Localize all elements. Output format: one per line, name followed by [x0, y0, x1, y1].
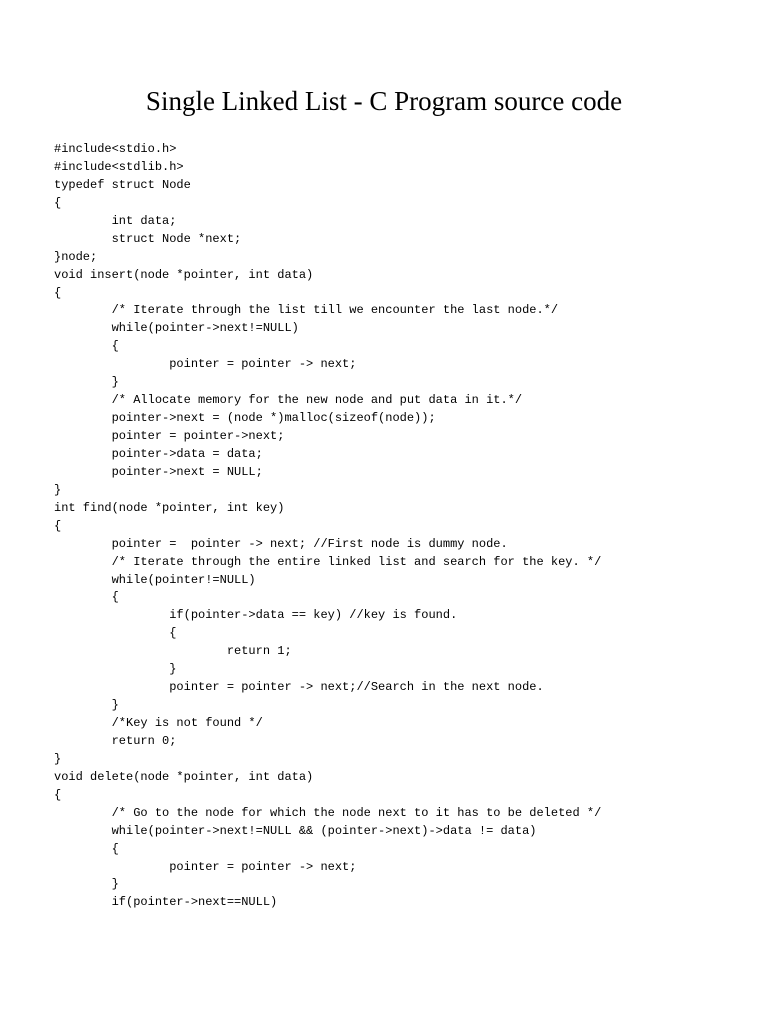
code-line: /* Iterate through the list till we encounter the last node.*/ [54, 303, 559, 318]
code-line: } [54, 751, 62, 766]
code-line: } [54, 482, 62, 497]
code-line: } [54, 375, 119, 390]
code-line: pointer->next = (node *)malloc(sizeof(node)); [54, 411, 436, 426]
code-line: pointer->data = data; [54, 446, 263, 461]
document-title: Single Linked List - C Program source code [145, 86, 623, 116]
code-line: { [54, 285, 62, 300]
code-line: pointer = pointer -> next;//Search in the next node. [54, 680, 544, 695]
code-line: pointer->next = NULL; [54, 464, 263, 479]
code-line: void delete(node *pointer, int data) [54, 769, 314, 784]
code-line: if(pointer->data == key) //key is found. [54, 608, 458, 623]
code-line: return 1; [54, 644, 292, 659]
code-line: pointer = pointer->next; [54, 429, 285, 443]
code-line: #include<stdlib.h> [54, 159, 184, 174]
code-line: { [54, 518, 62, 533]
code-line: } [54, 662, 177, 677]
code-line: }node; [54, 249, 98, 264]
source-code-block [54, 141, 601, 912]
code-line: pointer = pointer -> next; [54, 357, 357, 372]
code-line: { [54, 626, 177, 641]
code-line: while(pointer->next!=NULL) [54, 321, 299, 336]
code-line: pointer = pointer -> next; [54, 859, 357, 874]
code-line: /* Iterate through the entire linked list and search for the key. */ [54, 554, 602, 569]
code-line: typedef struct Node [54, 177, 191, 192]
code-line: if(pointer->next==NULL) [54, 895, 278, 910]
code-line: { [54, 195, 62, 210]
code-line: { [54, 590, 119, 605]
code-line: #include<stdio.h> [54, 142, 177, 156]
code-line: { [54, 787, 62, 802]
code-line: struct Node *next; [54, 231, 242, 246]
code-line: /*Key is not found */ [54, 716, 263, 730]
code-line: } [54, 698, 119, 713]
code-line: while(pointer->next!=NULL && (pointer->next)->data != data) [54, 823, 537, 838]
code-line: /* Allocate memory for the new node and put data in it.*/ [54, 393, 523, 408]
code-line: } [54, 877, 119, 892]
code-line: pointer = pointer -> next; //First node is dummy node. [54, 536, 508, 551]
code-line: { [54, 841, 119, 856]
code-line: void insert(node *pointer, int data) [54, 267, 314, 282]
code-line: int find(node *pointer, int key) [54, 500, 285, 515]
code-line: { [54, 339, 119, 354]
code-line: while(pointer!=NULL) [54, 572, 256, 587]
code-line: return 0; [54, 733, 177, 748]
code-line: /* Go to the node for which the node next to it has to be deleted */ [54, 805, 602, 820]
code-line: int data; [54, 213, 177, 228]
